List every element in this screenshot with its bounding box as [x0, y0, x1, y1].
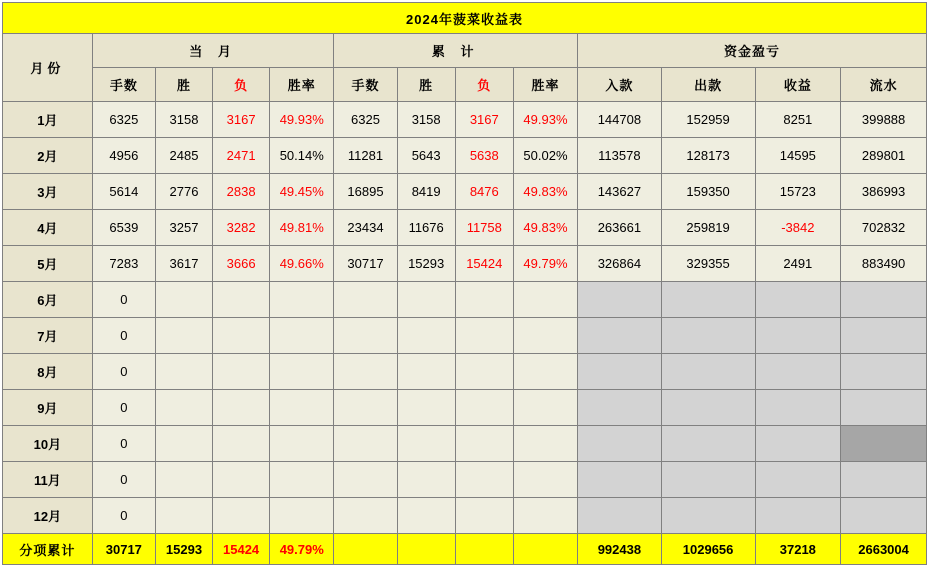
cell-current-loss — [213, 390, 270, 426]
cell-turnover — [841, 462, 927, 498]
cell-current-hands: 7283 — [92, 246, 155, 282]
table-row — [3, 210, 927, 246]
row-label: 8月 — [3, 354, 93, 390]
cell-cumulative-loss: 5638 — [455, 138, 513, 174]
cell-deposit — [578, 318, 662, 354]
cell-profit — [755, 318, 841, 354]
cell-profit: 2491 — [755, 246, 841, 282]
cell-current-loss — [213, 282, 270, 318]
cell-withdraw — [661, 426, 755, 462]
cell-cumulative-winrate — [513, 390, 577, 426]
cell-cumulative-loss — [455, 318, 513, 354]
cell-deposit — [578, 354, 662, 390]
cell-current-win — [155, 318, 212, 354]
table-row — [3, 462, 927, 498]
total-profit: 37218 — [755, 534, 841, 565]
cell-profit: -3842 — [755, 210, 841, 246]
cell-current-loss: 3167 — [213, 102, 270, 138]
page-title: 2024年菠菜收益表 — [3, 3, 927, 34]
row-label: 7月 — [3, 318, 93, 354]
cell-current-hands: 0 — [92, 426, 155, 462]
cell-profit — [755, 354, 841, 390]
cell-current-winrate: 49.81% — [270, 210, 334, 246]
cell-turnover — [841, 498, 927, 534]
header-sub-turnover: 流水 — [841, 68, 927, 102]
header-sub-current-win: 胜 — [155, 68, 212, 102]
cell-cumulative-hands — [334, 462, 397, 498]
cell-cumulative-win — [397, 498, 455, 534]
cell-cumulative-loss — [455, 462, 513, 498]
cell-current-loss — [213, 354, 270, 390]
cell-withdraw — [661, 462, 755, 498]
cell-current-win — [155, 390, 212, 426]
cell-current-winrate — [270, 390, 334, 426]
cell-turnover — [841, 354, 927, 390]
cell-cumulative-hands: 6325 — [334, 102, 397, 138]
cell-current-loss — [213, 318, 270, 354]
row-label: 3月 — [3, 174, 93, 210]
header-sub-cumulative-loss: 负 — [455, 68, 513, 102]
earnings-table — [2, 2, 927, 565]
cell-cumulative-win: 3158 — [397, 102, 455, 138]
cell-deposit: 263661 — [578, 210, 662, 246]
cell-current-win — [155, 498, 212, 534]
cell-cumulative-win: 5643 — [397, 138, 455, 174]
cell-cumulative-win — [397, 390, 455, 426]
cell-current-win — [155, 462, 212, 498]
cell-cumulative-win — [397, 462, 455, 498]
cell-cumulative-hands — [334, 390, 397, 426]
cell-turnover: 386993 — [841, 174, 927, 210]
total-cumulative-loss — [455, 534, 513, 565]
total-deposit: 992438 — [578, 534, 662, 565]
header-sub-profit: 收益 — [755, 68, 841, 102]
cell-cumulative-winrate: 49.83% — [513, 210, 577, 246]
cell-cumulative-win: 8419 — [397, 174, 455, 210]
row-label: 11月 — [3, 462, 93, 498]
cell-current-hands: 0 — [92, 354, 155, 390]
cell-cumulative-winrate: 50.02% — [513, 138, 577, 174]
cell-cumulative-winrate — [513, 498, 577, 534]
cell-withdraw: 259819 — [661, 210, 755, 246]
cell-current-loss: 3666 — [213, 246, 270, 282]
cell-cumulative-win — [397, 282, 455, 318]
cell-profit — [755, 462, 841, 498]
cell-cumulative-loss — [455, 390, 513, 426]
cell-current-winrate — [270, 282, 334, 318]
cell-withdraw: 128173 — [661, 138, 755, 174]
cell-current-winrate — [270, 318, 334, 354]
cell-deposit — [578, 498, 662, 534]
cell-deposit: 113578 — [578, 138, 662, 174]
total-cumulative-winrate — [513, 534, 577, 565]
cell-cumulative-loss: 8476 — [455, 174, 513, 210]
title-row — [3, 3, 927, 34]
total-cumulative-win — [397, 534, 455, 565]
cell-current-winrate — [270, 354, 334, 390]
cell-cumulative-winrate — [513, 462, 577, 498]
row-label: 4月 — [3, 210, 93, 246]
table-row — [3, 138, 927, 174]
cell-current-loss: 2471 — [213, 138, 270, 174]
cell-withdraw: 152959 — [661, 102, 755, 138]
cell-cumulative-winrate: 49.83% — [513, 174, 577, 210]
cell-turnover — [841, 282, 927, 318]
cell-current-hands: 0 — [92, 390, 155, 426]
cell-withdraw: 329355 — [661, 246, 755, 282]
cell-current-winrate — [270, 462, 334, 498]
cell-current-loss — [213, 426, 270, 462]
cell-profit: 14595 — [755, 138, 841, 174]
cell-deposit — [578, 426, 662, 462]
cell-cumulative-win: 15293 — [397, 246, 455, 282]
total-current-loss: 15424 — [213, 534, 270, 565]
header-sub-row — [3, 68, 927, 102]
cell-current-win: 3158 — [155, 102, 212, 138]
cell-cumulative-loss: 3167 — [455, 102, 513, 138]
cell-cumulative-loss — [455, 354, 513, 390]
table-row — [3, 246, 927, 282]
cell-cumulative-winrate — [513, 318, 577, 354]
row-label: 12月 — [3, 498, 93, 534]
table-row — [3, 498, 927, 534]
cell-turnover — [841, 390, 927, 426]
row-label: 1月 — [3, 102, 93, 138]
header-sub-current-loss: 负 — [213, 68, 270, 102]
cell-current-hands: 5614 — [92, 174, 155, 210]
cell-withdraw — [661, 282, 755, 318]
header-group-cumulative: 累 计 — [334, 34, 578, 68]
cell-withdraw — [661, 318, 755, 354]
row-label: 9月 — [3, 390, 93, 426]
header-sub-deposit: 入款 — [578, 68, 662, 102]
total-withdraw: 1029656 — [661, 534, 755, 565]
table-row — [3, 174, 927, 210]
cell-deposit — [578, 462, 662, 498]
cell-cumulative-win: 11676 — [397, 210, 455, 246]
cell-cumulative-winrate — [513, 282, 577, 318]
cell-current-winrate: 50.14% — [270, 138, 334, 174]
header-sub-cumulative-hands: 手数 — [334, 68, 397, 102]
cell-current-loss — [213, 498, 270, 534]
cell-profit: 15723 — [755, 174, 841, 210]
header-sub-cumulative-winrate: 胜率 — [513, 68, 577, 102]
cell-current-win — [155, 282, 212, 318]
cell-profit — [755, 426, 841, 462]
cell-current-loss — [213, 462, 270, 498]
row-label: 6月 — [3, 282, 93, 318]
cell-withdraw: 159350 — [661, 174, 755, 210]
header-sub-cumulative-win: 胜 — [397, 68, 455, 102]
cell-turnover — [841, 426, 927, 462]
header-group-funds: 资金盈亏 — [578, 34, 927, 68]
cell-cumulative-loss — [455, 282, 513, 318]
cell-current-win: 3257 — [155, 210, 212, 246]
total-turnover: 2663004 — [841, 534, 927, 565]
cell-current-hands: 6539 — [92, 210, 155, 246]
table-row — [3, 282, 927, 318]
cell-cumulative-loss — [455, 426, 513, 462]
cell-cumulative-winrate: 49.79% — [513, 246, 577, 282]
cell-current-winrate: 49.45% — [270, 174, 334, 210]
cell-deposit: 143627 — [578, 174, 662, 210]
cell-cumulative-hands — [334, 498, 397, 534]
cell-current-loss: 3282 — [213, 210, 270, 246]
cell-current-hands: 0 — [92, 282, 155, 318]
table-row — [3, 354, 927, 390]
cell-deposit: 326864 — [578, 246, 662, 282]
row-label: 10月 — [3, 426, 93, 462]
cell-withdraw — [661, 390, 755, 426]
cell-deposit: 144708 — [578, 102, 662, 138]
table-row — [3, 390, 927, 426]
table-row — [3, 318, 927, 354]
header-group-row — [3, 34, 927, 68]
cell-profit — [755, 498, 841, 534]
cell-cumulative-hands — [334, 282, 397, 318]
header-sub-current-winrate: 胜率 — [270, 68, 334, 102]
cell-current-winrate — [270, 426, 334, 462]
cell-cumulative-hands: 11281 — [334, 138, 397, 174]
cell-withdraw — [661, 354, 755, 390]
cell-current-winrate: 49.66% — [270, 246, 334, 282]
cell-cumulative-winrate — [513, 354, 577, 390]
header-sub-withdraw: 出款 — [661, 68, 755, 102]
totals-row — [3, 534, 927, 565]
cell-cumulative-hands: 16895 — [334, 174, 397, 210]
cell-turnover: 289801 — [841, 138, 927, 174]
cell-cumulative-hands: 30717 — [334, 246, 397, 282]
cell-cumulative-loss — [455, 498, 513, 534]
cell-cumulative-winrate: 49.93% — [513, 102, 577, 138]
cell-current-win: 2485 — [155, 138, 212, 174]
cell-cumulative-win — [397, 426, 455, 462]
cell-turnover: 702832 — [841, 210, 927, 246]
cell-turnover — [841, 318, 927, 354]
row-label: 2月 — [3, 138, 93, 174]
table-row — [3, 102, 927, 138]
total-cumulative-hands — [334, 534, 397, 565]
cell-current-loss: 2838 — [213, 174, 270, 210]
cell-withdraw — [661, 498, 755, 534]
total-current-win: 15293 — [155, 534, 212, 565]
cell-cumulative-hands — [334, 318, 397, 354]
header-sub-current-hands: 手数 — [92, 68, 155, 102]
header-group-current-month: 当 月 — [92, 34, 334, 68]
cell-current-hands: 0 — [92, 318, 155, 354]
cell-cumulative-win — [397, 354, 455, 390]
spreadsheet-canvas — [0, 2, 929, 587]
cell-turnover: 883490 — [841, 246, 927, 282]
cell-current-winrate — [270, 498, 334, 534]
cell-cumulative-loss: 11758 — [455, 210, 513, 246]
cell-profit — [755, 282, 841, 318]
cell-current-hands: 6325 — [92, 102, 155, 138]
cell-current-win: 2776 — [155, 174, 212, 210]
total-current-hands: 30717 — [92, 534, 155, 565]
cell-cumulative-winrate — [513, 426, 577, 462]
cell-current-hands: 0 — [92, 498, 155, 534]
header-month-label: 月份 — [3, 34, 93, 102]
cell-deposit — [578, 282, 662, 318]
cell-cumulative-win — [397, 318, 455, 354]
cell-profit — [755, 390, 841, 426]
row-label: 5月 — [3, 246, 93, 282]
totals-label: 分项累计 — [3, 534, 93, 565]
cell-cumulative-hands — [334, 354, 397, 390]
cell-cumulative-hands — [334, 426, 397, 462]
cell-turnover: 399888 — [841, 102, 927, 138]
cell-current-hands: 4956 — [92, 138, 155, 174]
cell-cumulative-hands: 23434 — [334, 210, 397, 246]
cell-current-win: 3617 — [155, 246, 212, 282]
cell-current-win — [155, 354, 212, 390]
cell-cumulative-loss: 15424 — [455, 246, 513, 282]
cell-profit: 8251 — [755, 102, 841, 138]
cell-deposit — [578, 390, 662, 426]
table-row — [3, 426, 927, 462]
cell-current-win — [155, 426, 212, 462]
cell-current-winrate: 49.93% — [270, 102, 334, 138]
total-current-winrate: 49.79% — [270, 534, 334, 565]
cell-current-hands: 0 — [92, 462, 155, 498]
